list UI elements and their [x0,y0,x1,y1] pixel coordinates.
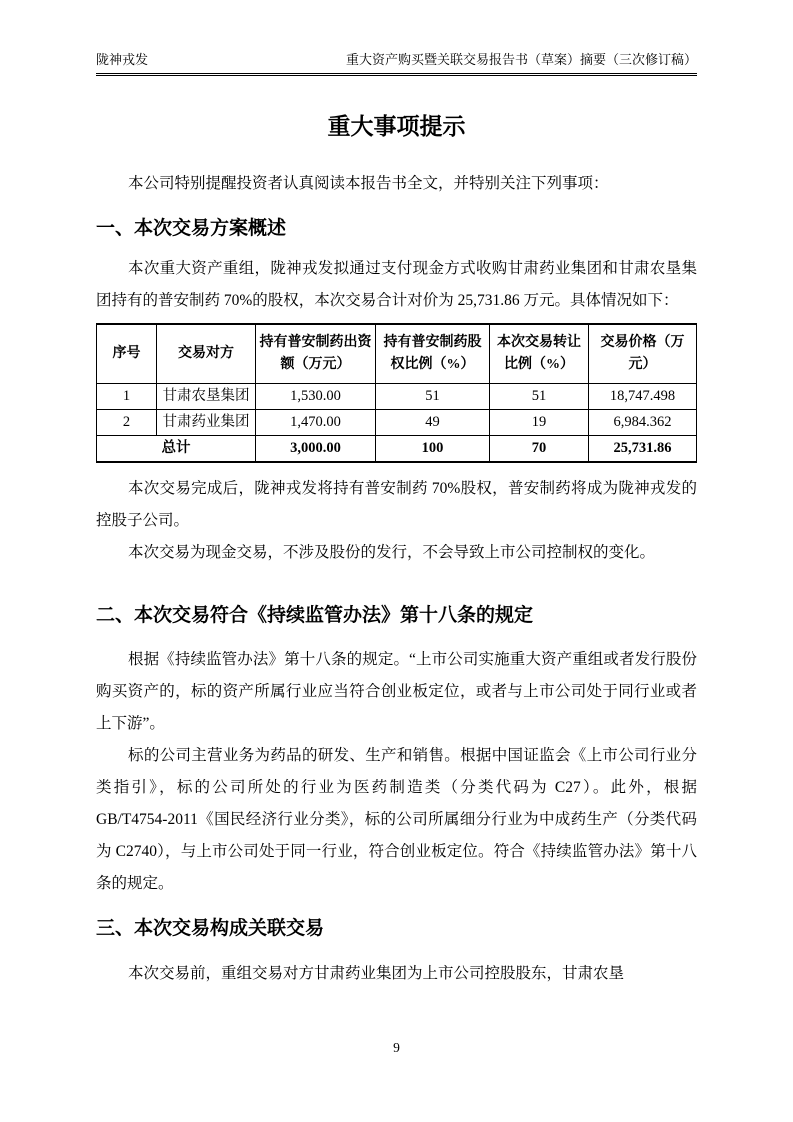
column-header-price: 交易价格（万元） [589,324,697,383]
cell-seq: 1 [97,383,157,409]
cell-equity-pct: 49 [376,409,490,435]
column-header-transfer-pct: 本次交易转让比例（%） [490,324,589,383]
page-number: 9 [393,1040,400,1055]
total-price: 25,731.86 [589,435,697,462]
table-row [97,383,697,409]
cell-equity-pct: 51 [376,383,490,409]
total-transfer-pct: 70 [490,435,589,462]
total-equity-pct: 100 [376,435,490,462]
section-1-paragraph-2: 本次交易完成后，陇神戎发将持有普安制药 70%股权，普安制药将成为陇神戎发的控股子公司。 [96,479,697,529]
running-header [96,52,697,76]
cell-price: 18,747.498 [589,383,697,409]
cell-contribution: 1,470.00 [256,409,376,435]
cell-counterparty: 甘肃药业集团 [157,409,256,435]
transaction-summary-table [96,323,697,462]
total-contribution: 3,000.00 [256,435,376,462]
page-title: 重大事项提示 [327,112,466,139]
section-1-paragraph-3: 本次交易为现金交易，不涉及股份的发行，不会导致上市公司控制权的变化。 [128,543,656,561]
table-total-row [97,435,697,462]
table-row [97,409,697,435]
cell-seq: 2 [97,409,157,435]
column-header-counterparty: 交易对方 [157,324,256,383]
section-2-paragraph-1: 根据《持续监管办法》第十八条的规定。“上市公司实施重大资产重组或者发行股份购买资产的，标的资产所属行业应当符合创业板定位，或者与上市公司处于同行业或者上下游”。 [96,651,697,733]
section-1-heading: 一、本次交易方案概述 [96,217,287,239]
section-1-paragraph-1: 本次重大资产重组，陇神戎发拟通过支付现金方式收购甘肃药业集团和甘肃农垦集团持有的普安制药 70%的股权，本次交易合计对价为 25,731.86 万元。具体情况如下： [96,260,697,310]
header-company-name: 陇神戎发 [96,52,149,67]
cell-contribution: 1,530.00 [256,383,376,409]
section-2-paragraph-2: 标的公司主营业务为药品的研发、生产和销售。根据中国证监会《上市公司行业分类指引》，标的公司所处的行业为医药制造类（分类代码为 C27）。此外，根据 GB/T4754-2011《国民经济行业分类》，标的公司所属细分行业为中成药生产（分类代码为 C2740），与上市公司处于同一行业，符合创业板定位。符合《持续监管办法》第十八条的规定。 [96,747,697,893]
section-3-paragraph-1: 本次交易前，重组交易对方甘肃药业集团为上市公司控股股东，甘肃农垦 [128,965,625,983]
intro-paragraph: 本公司特别提醒投资者认真阅读本报告书全文，并特别关注下列事项： [128,174,609,192]
column-header-seq: 序号 [97,324,157,383]
column-header-contribution: 持有普安制药出资额（万元） [256,324,376,383]
cell-transfer-pct: 51 [490,383,589,409]
section-2-heading: 二、本次交易符合《持续监管办法》第十八条的规定 [96,604,534,626]
cell-transfer-pct: 19 [490,409,589,435]
column-header-equity-pct: 持有普安制药股权比例（%） [376,324,490,383]
header-document-title: 重大资产购买暨关联交易报告书（草案）摘要（三次修订稿） [345,52,697,67]
table-header-row [97,324,697,383]
cell-price: 6,984.362 [589,409,697,435]
total-label: 总计 [97,435,256,462]
section-3-heading: 三、本次交易构成关联交易 [96,918,325,940]
cell-counterparty: 甘肃农垦集团 [157,383,256,409]
